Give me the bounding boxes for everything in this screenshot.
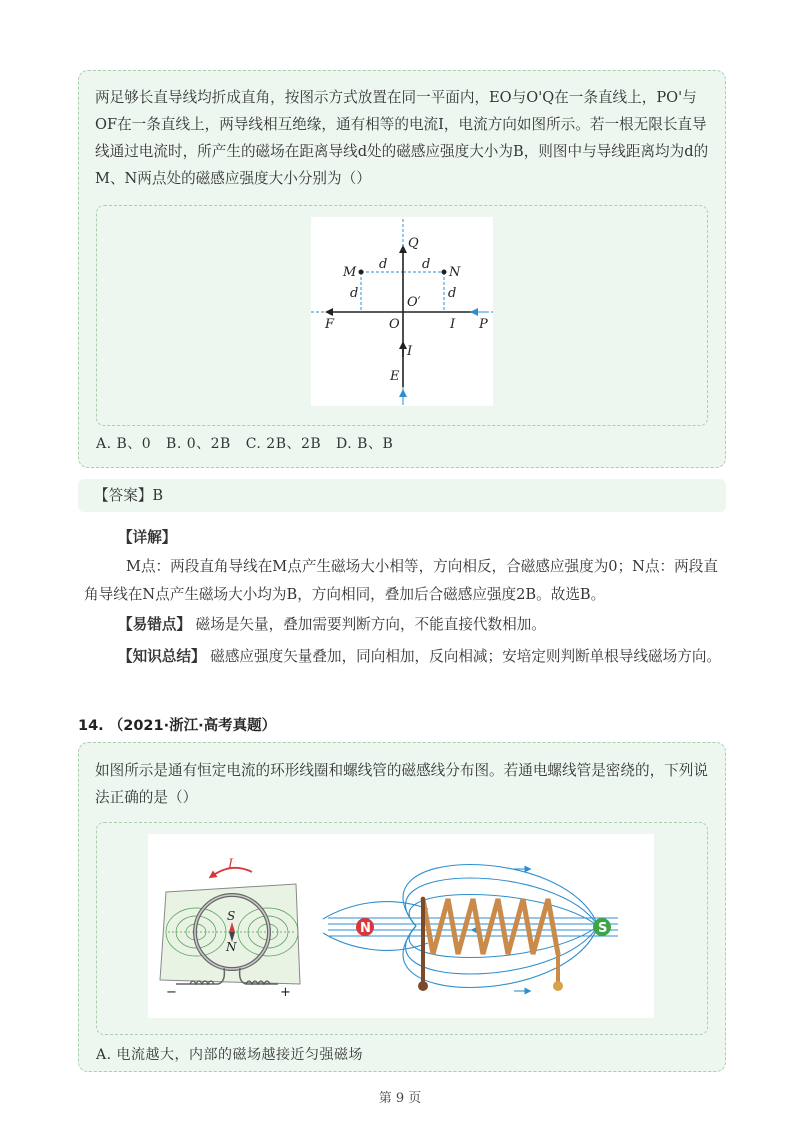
page-number: 第 9 页 — [378, 1091, 422, 1106]
field-diagram-svg — [148, 834, 654, 1018]
answer-label: 【答案】 — [94, 487, 153, 504]
ring-current-label: I — [228, 857, 234, 872]
wire-diagram-svg — [311, 217, 493, 406]
question-14-text: 如图所示是通有恒定电流的环形线圈和螺线管的磁感线分布图。若通电螺线管是密绕的，下列说法正确的是（） — [95, 762, 708, 806]
label-m: M — [343, 265, 357, 280]
question-13-options: A. B、0 B. 0、2B C. 2B、2B D. B、B — [96, 436, 394, 452]
label-i-down: I — [407, 344, 413, 359]
ring-plus-label: + — [280, 985, 291, 1000]
summary-title: 【知识总结】 — [118, 648, 206, 665]
label-d-top-right: d — [422, 257, 431, 272]
label-p: P — [479, 317, 488, 332]
solenoid-minus-terminal — [418, 981, 428, 991]
question-14-option-a: A. 电流越大，内部的磁场越接近匀强磁场 — [96, 1047, 364, 1063]
detail-text — [84, 553, 724, 609]
summary — [84, 643, 724, 671]
label-d-top-left: d — [379, 257, 388, 272]
answer-value: B — [152, 487, 164, 504]
solenoid-north-label: N — [360, 921, 371, 936]
label-o-prime: O′ — [407, 295, 421, 310]
error-point — [118, 611, 728, 639]
ring-minus-label: − — [166, 985, 177, 1000]
solenoid-coil — [423, 899, 558, 984]
field-diagram — [148, 834, 654, 1018]
detail-text-content: M点：两段直角导线在M点产生磁场大小相等，方向相反，合磁感应强度为0；N点：两段直角导线在N点产生磁场大小均为B，方向相同，叠加后合磁感应强度2B。故选B。 — [84, 558, 718, 603]
answer-bar — [78, 479, 726, 512]
ring-n-label: N — [226, 940, 237, 954]
solenoid-plus-terminal — [553, 981, 563, 991]
label-d-left: d — [350, 286, 359, 301]
error-text: 磁场是矢量，叠加需要判断方向，不能直接代数相加。 — [195, 616, 546, 633]
wire-diagram — [311, 217, 493, 406]
solenoid-south-label: S — [598, 921, 608, 936]
detail-title: 【详解】 — [118, 529, 177, 546]
label-n: N — [449, 265, 461, 280]
question-14-header: 14. （2021·浙江·高考真题） — [78, 718, 277, 734]
label-i-right: I — [450, 317, 456, 332]
summary-text: 磁感应强度矢量叠加，同向相加，反向相减；安培定则判断单根导线磁场方向。 — [210, 648, 722, 665]
question-13-text: 两足够长直导线均折成直角，按图示方式放置在同一平面内，EO与O'Q在一条直线上，PO'与OF在一条直线上，两导线相互绝缘，通有相等的电流I，电流方向如图所示。若一根无限长直导线通过电流时，所产生的磁场在距离导线d处的磁感应强度大小为B，则图中与导线距离均为d的M、N两点处的磁感应强度大小分别为（） — [95, 89, 709, 187]
label-o: O — [389, 317, 400, 332]
label-q: Q — [408, 236, 419, 251]
ring-coil-figure — [160, 857, 300, 1000]
label-d-right: d — [448, 286, 457, 301]
label-e: E — [390, 369, 400, 384]
ring-s-label: S — [227, 909, 236, 923]
label-f: F — [325, 317, 335, 332]
error-title: 【易错点】 — [118, 616, 191, 633]
